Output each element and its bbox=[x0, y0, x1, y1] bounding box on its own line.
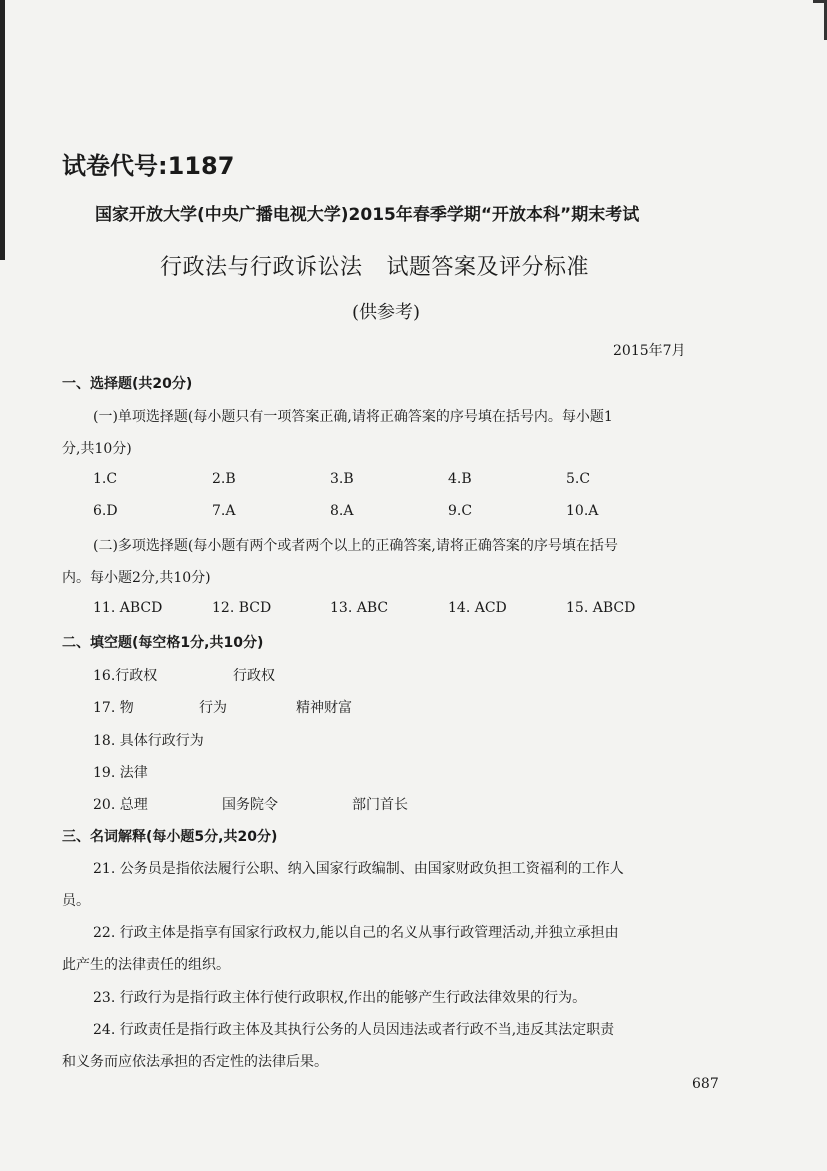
answer-24-line2: 和义务而应依法承担的否定性的法律后果。 bbox=[62, 1054, 328, 1070]
title-course: 行政法与行政诉讼法 bbox=[160, 255, 363, 280]
answer-16-blank1: 16.行政权 bbox=[93, 668, 158, 684]
answer-22-line1: 22. 行政主体是指享有国家行政权力,能以自己的名义从事行政管理活动,并独立承担由 bbox=[93, 925, 619, 941]
answer-8: 8.A bbox=[330, 503, 354, 519]
document-title bbox=[160, 250, 589, 281]
scan-corner-mark bbox=[813, 0, 827, 40]
answer-21-line1: 21. 公务员是指依法履行公职、纳入国家行政编制、由国家财政负担工资福利的工作人 bbox=[93, 861, 624, 877]
title-answer-key: 试题答案及评分标准 bbox=[386, 255, 590, 280]
section1-title: 一、选择题(共20分) bbox=[62, 376, 193, 392]
answer-2: 2.B bbox=[212, 471, 236, 487]
section2-title: 二、填空题(每空格1分,共10分) bbox=[62, 635, 264, 651]
reference-note: (供参考) bbox=[352, 302, 421, 323]
section3-title: 三、名词解释(每小题5分,共20分) bbox=[62, 829, 278, 845]
answer-1: 1.C bbox=[93, 471, 118, 487]
scan-edge-mark bbox=[0, 0, 14, 260]
answer-20-blank2: 国务院令 bbox=[222, 797, 278, 813]
answer-13: 13. ABC bbox=[330, 600, 389, 616]
multi-choice-intro-line1: (二)多项选择题(每小题有两个或者两个以上的正确答案,请将正确答案的序号填在括号 bbox=[93, 538, 618, 554]
answer-15: 15. ABCD bbox=[566, 600, 636, 616]
exam-date: 2015年7月 bbox=[613, 343, 686, 359]
single-choice-intro-line1: (一)单项选择题(每小题只有一项答案正确,请将正确答案的序号填在括号内。每小题1 bbox=[93, 409, 613, 425]
answer-9: 9.C bbox=[448, 503, 473, 519]
answer-5: 5.C bbox=[566, 471, 591, 487]
university-heading: 国家开放大学(中央广播电视大学)2015年春季学期“开放本科”期末考试 bbox=[95, 205, 640, 225]
answer-17-blank3: 精神财富 bbox=[296, 700, 352, 716]
exam-code: 试卷代号:1187 bbox=[62, 152, 235, 180]
answer-3: 3.B bbox=[330, 471, 354, 487]
answer-18: 18. 具体行政行为 bbox=[93, 733, 204, 749]
multi-choice-intro-line2: 内。每小题2分,共10分) bbox=[62, 570, 211, 586]
answer-10: 10.A bbox=[566, 503, 599, 519]
answer-21-line2: 员。 bbox=[62, 893, 90, 909]
answer-20-blank1: 20. 总理 bbox=[93, 797, 148, 813]
single-choice-intro-line2: 分,共10分) bbox=[62, 441, 132, 457]
page-number: 687 bbox=[692, 1076, 719, 1092]
answer-17-blank2: 行为 bbox=[199, 700, 227, 716]
answer-20-blank3: 部门首长 bbox=[352, 797, 408, 813]
answer-22-line2: 此产生的法律责任的组织。 bbox=[62, 957, 230, 973]
answer-23: 23. 行政行为是指行政主体行使行政职权,作出的能够产生行政法律效果的行为。 bbox=[93, 990, 587, 1006]
answer-6: 6.D bbox=[93, 503, 118, 519]
answer-7: 7.A bbox=[212, 503, 236, 519]
answer-16-blank2: 行政权 bbox=[233, 668, 275, 684]
answer-12: 12. BCD bbox=[212, 600, 272, 616]
answer-14: 14. ACD bbox=[448, 600, 507, 616]
answer-4: 4.B bbox=[448, 471, 472, 487]
answer-19: 19. 法律 bbox=[93, 765, 148, 781]
answer-17-blank1: 17. 物 bbox=[93, 700, 134, 716]
answer-24-line1: 24. 行政责任是指行政主体及其执行公务的人员因违法或者行政不当,违反其法定职责 bbox=[93, 1022, 615, 1038]
answer-11: 11. ABCD bbox=[93, 600, 163, 616]
